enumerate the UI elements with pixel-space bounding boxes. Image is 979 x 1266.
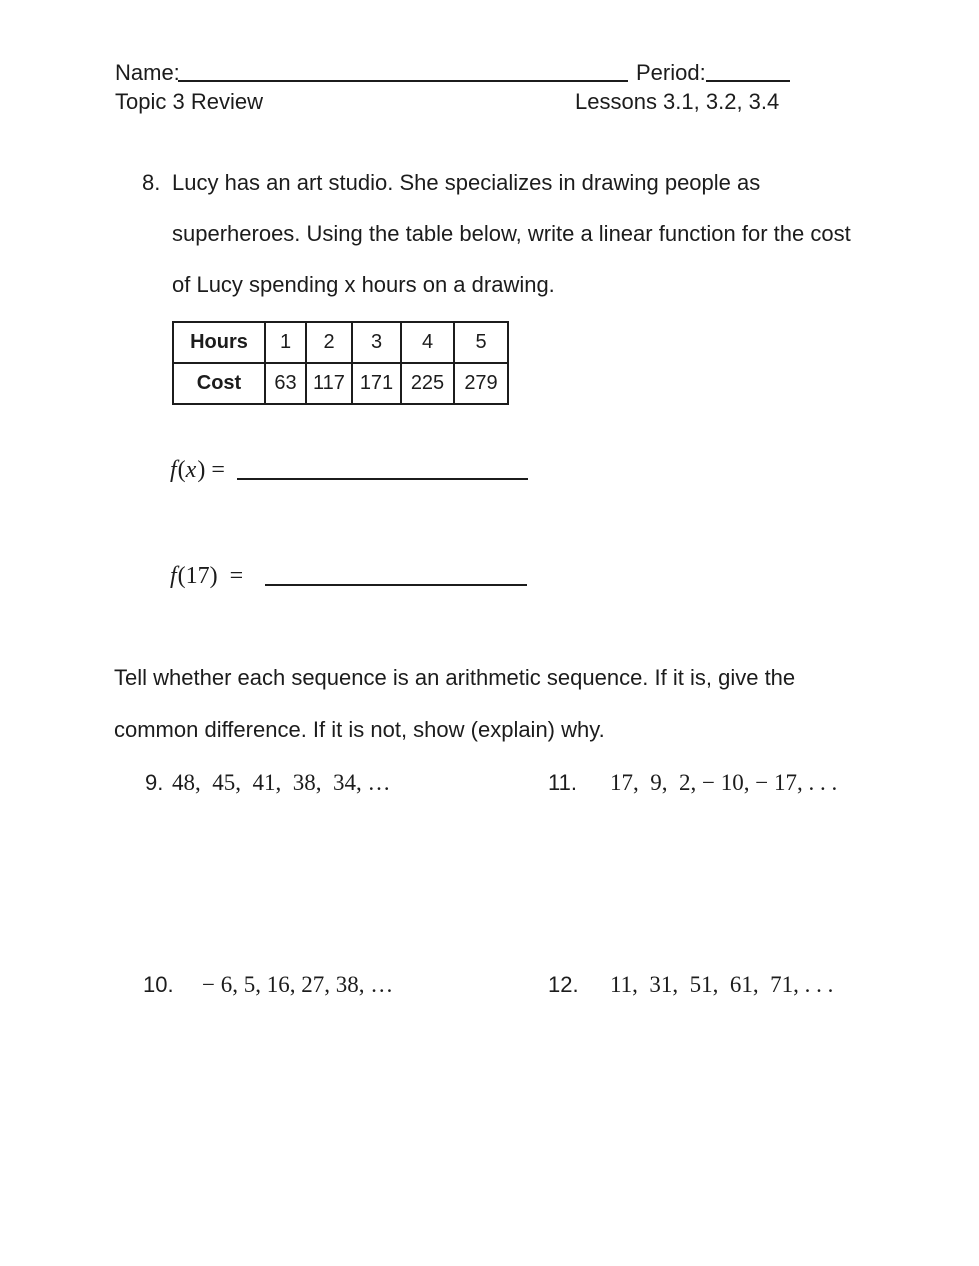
fx-equals-sign: = [211, 457, 225, 483]
question-8-line-1: Lucy has an art studio. She specializes in drawing people as [172, 170, 761, 195]
instructions-line-1: Tell whether each sequence is an arithmetic sequence. If it is, give the [114, 665, 796, 690]
instructions-line-2: common difference. If it is not, show (explain) why. [114, 717, 605, 742]
table-row-hours [173, 322, 508, 363]
cost-cell: 279 [454, 363, 508, 404]
period-label: Period: [636, 60, 706, 85]
cost-row-header: Cost [173, 363, 265, 404]
problem-11-sequence: 17, 9, 2, − 10, − 17, . . . [610, 770, 838, 795]
question-8-line-2: superheroes. Using the table below, write a linear function for the cost [172, 221, 851, 246]
hours-cell: 3 [352, 322, 401, 363]
problem-9-number: 9. [145, 770, 164, 795]
fx-variable: x [185, 457, 197, 483]
fx-expression: f(x) = [170, 457, 225, 483]
lessons-label: Lessons 3.1, 3.2, 3.4 [575, 89, 780, 114]
problem-10-number: 10. [143, 972, 174, 997]
cost-cell: 225 [401, 363, 454, 404]
problem-12-sequence: 11, 31, 51, 61, 71, . . . [610, 972, 834, 997]
name-blank-line [178, 80, 628, 82]
hours-cell: 1 [265, 322, 306, 363]
hours-cell: 5 [454, 322, 508, 363]
cost-cell: 63 [265, 363, 306, 404]
f17-answer-blank [265, 584, 527, 586]
fx-answer-blank [237, 478, 528, 480]
course-title: Topic 3 Review [115, 89, 263, 114]
question-8-number: 8. [142, 170, 161, 195]
question-8-line-3: of Lucy spending x hours on a drawing. [172, 272, 555, 297]
fx-function-letter: f [170, 457, 177, 483]
f17-expression: f(17) = [170, 563, 244, 589]
table-row-cost [173, 363, 508, 404]
hours-row-header: Hours [173, 322, 265, 363]
problem-11-number: 11. [548, 770, 577, 795]
hours-cost-table [172, 321, 509, 405]
cost-cell: 171 [352, 363, 401, 404]
cost-cell: 117 [306, 363, 352, 404]
f17-function-letter: f [170, 563, 177, 589]
name-label: Name: [115, 60, 180, 85]
problem-12-number: 12. [548, 972, 579, 997]
f17-equals-sign: = [229, 563, 244, 589]
f17-argument: 17 [185, 563, 210, 589]
problem-10-sequence: − 6, 5, 16, 27, 38, … [202, 972, 394, 997]
hours-cell: 2 [306, 322, 352, 363]
hours-cell: 4 [401, 322, 454, 363]
problem-9-sequence: 48, 45, 41, 38, 34, … [172, 770, 391, 795]
period-blank-line [706, 80, 790, 82]
